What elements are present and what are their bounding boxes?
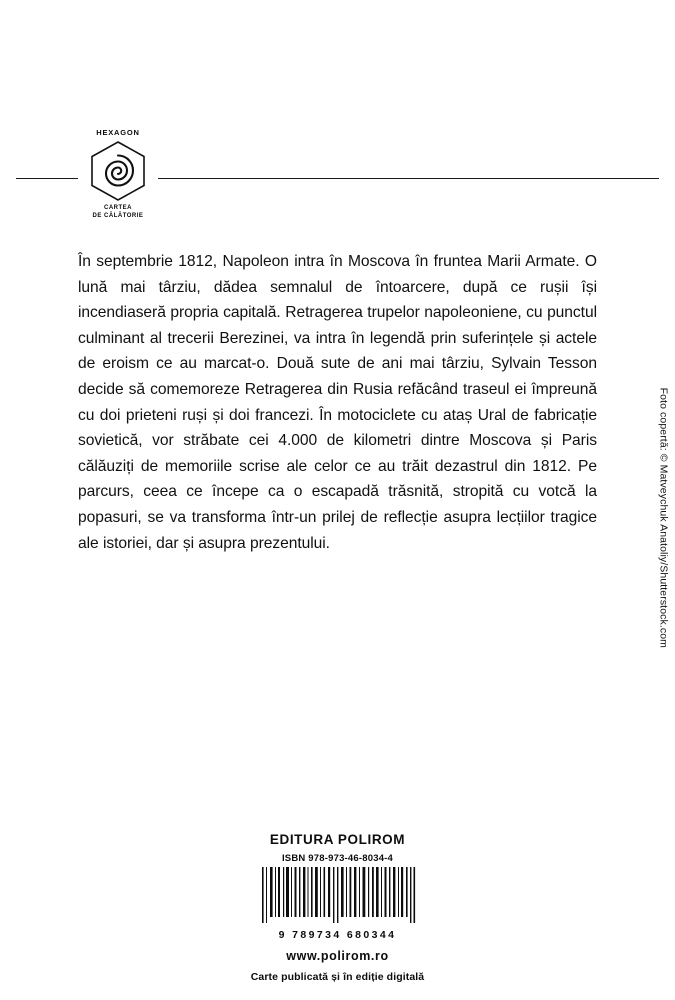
divider-right bbox=[158, 178, 659, 179]
logo-bottom-label bbox=[78, 204, 158, 220]
footer bbox=[0, 832, 675, 983]
isbn-text: ISBN 978-973-46-8034-4 bbox=[281, 853, 394, 864]
publisher-name: EDITURA POLIROM bbox=[269, 832, 406, 847]
website-url: www.polirom.ro bbox=[286, 949, 389, 963]
barcode-digits: 9 789734 680344 bbox=[278, 929, 397, 941]
hexagon-spiral-icon bbox=[89, 140, 147, 202]
blurb-text: În septembrie 1812, Napoleon intra în Moscova în fruntea Marii Armate. O lună mai târziu, dădea semnalul de întoarcere, după ce rușii își incendiaseră propria capitală. Retragerea trupelor napoleoniene, cu punctul culminant al trecerii Berezinei, va intra în legendă prin suferințele și actele de eroism ce au marcat-o. Două sute de ani mai târziu, Sylvain Tesson decide să comemoreze Retragerea din Rusia refăcând traseul ei împreună cu doi prieteni ruși și doi francezi. În motociclete cu ataș Ural de fabricație sovietică, vor străbate cei 4.000 de kilometri dintre Moscova și Paris călăuziți de memoriile scrise ale celor ce au trăit dezastrul din 1812. Pe parcurs, ceea ce începe ca o escapadă trăsnită, stropită cu votcă la popasuri, se va transforma într-un prilej de reflecție asupra lecțiilor tragice ale istoriei, dar și asupra prezentului. bbox=[78, 253, 597, 552]
digital-edition-note: Carte publicată și în ediție digitală bbox=[250, 971, 425, 983]
logo-bottom-label-line1: CARTEA bbox=[104, 205, 132, 211]
logo-top-label: HEXAGON bbox=[96, 128, 140, 137]
divider-left bbox=[16, 178, 78, 179]
photo-credit: Foto copertă: © Matveychuk Anatoliy/Shutterstock.com bbox=[657, 387, 669, 648]
logo-bottom-label-line2: DE CĂLĂTORIE bbox=[92, 213, 144, 219]
barcode bbox=[260, 867, 416, 941]
collection-logo bbox=[78, 128, 158, 228]
